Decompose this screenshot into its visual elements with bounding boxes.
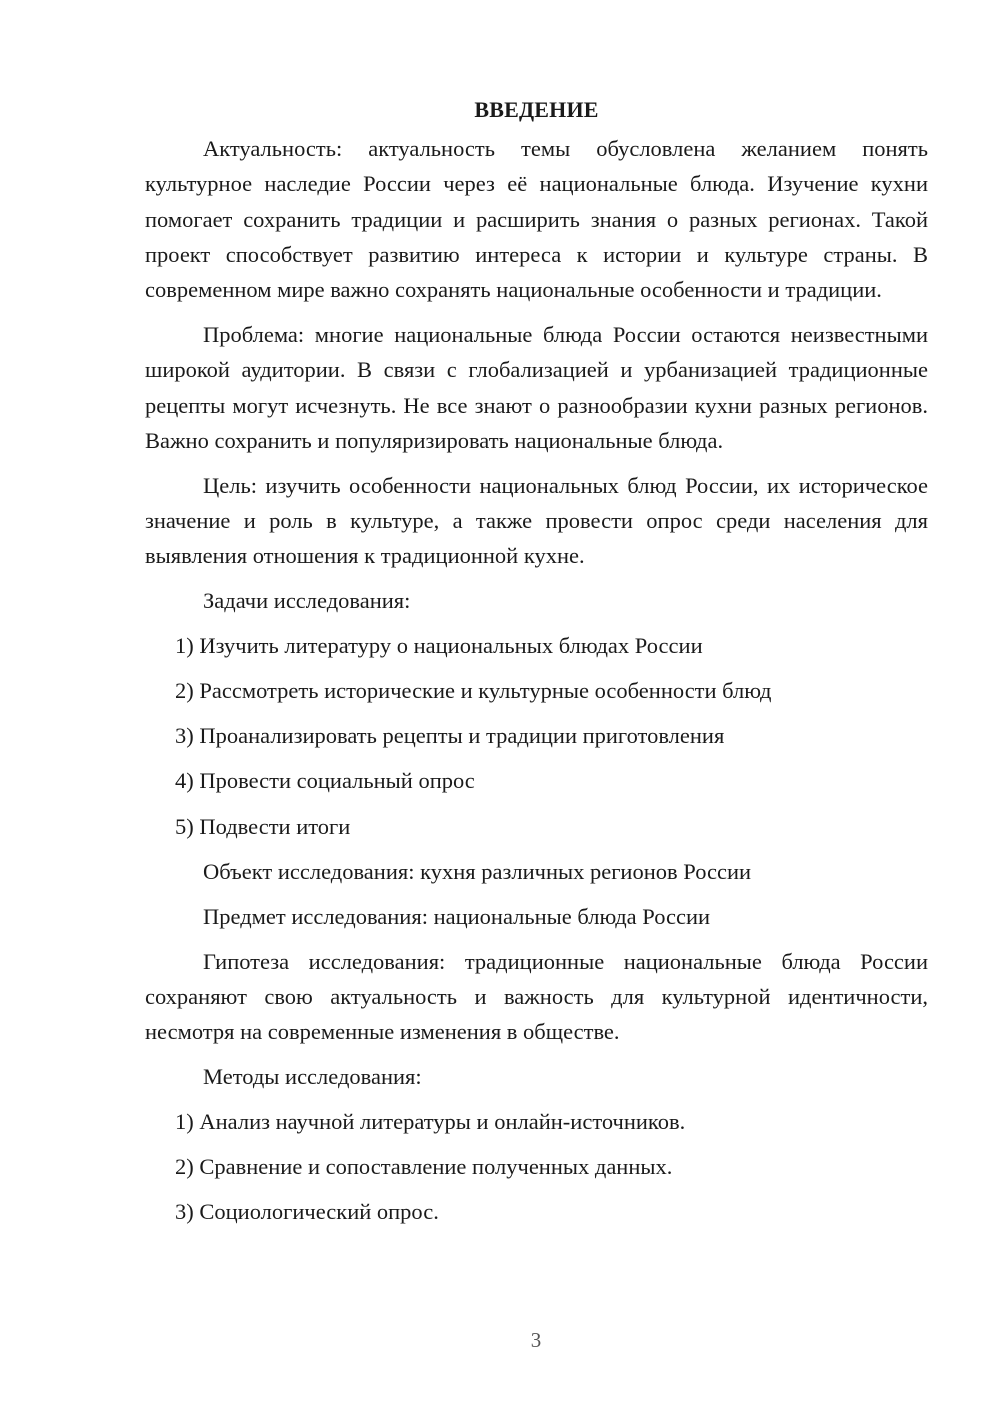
task-item-3: 3) Проанализировать рецепты и традиции приготовления <box>175 723 725 749</box>
task-item-1: 1) Изучить литературу о национальных блюдах России <box>175 633 703 659</box>
methods-title: Методы исследования: <box>203 1064 422 1090</box>
research-object: Объект исследования: кухня различных регионов России <box>203 858 752 884</box>
method-item-3: 3) Социологический опрос. <box>175 1199 439 1225</box>
hypothesis-paragraph: Гипотеза исследования: традиционные национальные блюда России сохраняют свою актуальность и важность для культурной идентичности, несмотря на современные изменения в обществе. <box>145 948 928 1045</box>
goal-paragraph: Цель: изучить особенности национальных блюд России, их историческое значение и роль в культуре, а также провести опрос среди населения для выявления отношения к традиционной кухне. <box>145 472 928 569</box>
task-item-2: 2) Рассмотреть исторические и культурные особенности блюд <box>175 678 772 704</box>
research-subject: Предмет исследования: национальные блюда России <box>203 903 711 929</box>
task-item-4: 4) Провести социальный опрос <box>175 768 475 794</box>
task-item-5: 5) Подвести итоги <box>175 813 351 839</box>
page-number: 3 <box>530 1328 542 1352</box>
method-item-1: 1) Анализ научной литературы и онлайн-источников. <box>175 1109 686 1135</box>
section-heading: ВВЕДЕНИЕ <box>474 97 599 122</box>
tasks-title: Задачи исследования: <box>203 588 411 614</box>
method-item-2: 2) Сравнение и сопоставление полученных данных. <box>175 1154 673 1180</box>
problem-paragraph: Проблема: многие национальные блюда России остаются неизвестными широкой аудитории. В связи с глобализацией и урбанизацией традиционные рецепты могут исчезнуть. Не все знают о разнообразии кухни разных регионов. Важно сохранить и популяризировать национальные блюда. <box>145 321 928 453</box>
relevance-paragraph: Актуальность: актуальность темы обусловлена желанием понять культурное наследие России через её национальные блюда. Изучение кухни помогает сохранить традиции и расширить знания о разных регионах. Такой проект способствует развитию интереса к истории и культуре страны. В современном мире важно сохранять национальные особенности и традиции. <box>145 136 928 303</box>
document-page <box>145 93 928 1240</box>
